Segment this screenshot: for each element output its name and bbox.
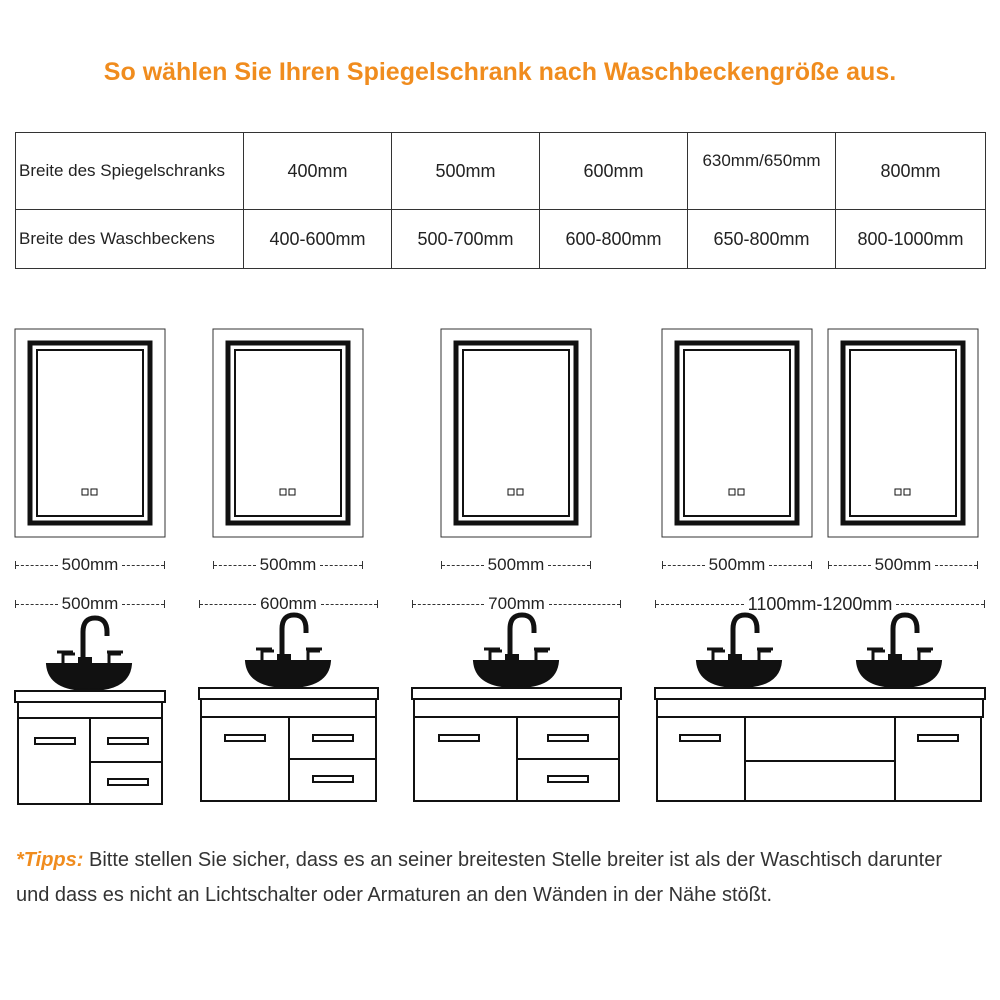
dimension-label: 500mm	[874, 555, 932, 574]
table-cell: 400-600mm	[244, 210, 392, 269]
dimension-line	[656, 604, 744, 605]
dimension-line	[200, 604, 256, 605]
dimension-label: 1100mm-1200mm	[747, 593, 893, 614]
vanity-dimension	[655, 593, 985, 615]
table-cell: 500-700mm	[392, 210, 540, 269]
dimension-label: 500mm	[487, 555, 545, 574]
mirror-dimension	[441, 554, 591, 576]
table-cell: 600-800mm	[540, 210, 688, 269]
dimension-label: 500mm	[708, 555, 766, 574]
table-cell: 800mm	[836, 133, 986, 210]
dimension-line	[122, 604, 164, 605]
dimension-tick	[984, 600, 985, 608]
vanity-dimension	[199, 593, 378, 615]
mirror-dimension	[15, 554, 165, 576]
dimension-tick	[811, 561, 812, 569]
vanity-dimension	[15, 593, 165, 615]
mirror-dimension	[662, 554, 812, 576]
dimension-label: 500mm	[61, 594, 119, 613]
dimension-tick	[620, 600, 621, 608]
dimension-tick	[377, 600, 378, 608]
dimension-line	[549, 604, 620, 605]
table-cell: 600mm	[540, 133, 688, 210]
vanity-dimension	[412, 593, 621, 615]
dimension-line	[829, 565, 871, 566]
mirror-dimension	[213, 554, 363, 576]
dimension-label: 700mm	[488, 594, 545, 613]
tips-text: Bitte stellen Sie sicher, dass es an seiner breitesten Stelle breiter ist als der Waschtisch darunter und dass es nicht an Lichtschalter oder Armaturen an den Wänden in der Nähe stößt.	[16, 849, 942, 906]
dimension-line	[548, 565, 590, 566]
dimension-tick	[164, 561, 165, 569]
dimension-line	[413, 604, 484, 605]
table-cell: 400mm	[244, 133, 392, 210]
dimension-label: 500mm	[259, 555, 317, 574]
dimension-tick	[590, 561, 591, 569]
dimension-line	[935, 565, 977, 566]
tips-label: *Tipps:	[16, 849, 84, 871]
row-label-mirror-width: Breite des Spiegelschranks	[16, 133, 244, 210]
dimension-tick	[362, 561, 363, 569]
dimension-line	[769, 565, 811, 566]
page-title: So wählen Sie Ihren Spiegelschrank nach Waschbeckengröße aus.	[103, 58, 897, 86]
table-cell: 650-800mm	[688, 210, 836, 269]
dimension-tick	[977, 561, 978, 569]
dimension-line	[214, 565, 256, 566]
dimension-tick	[164, 600, 165, 608]
dimension-line	[16, 565, 58, 566]
mirror-dimension	[828, 554, 978, 576]
dimension-line	[896, 604, 984, 605]
row-label-basin-width: Breite des Waschbeckens	[16, 210, 244, 269]
table-cell: 630mm/650mm	[688, 133, 836, 210]
dimension-line	[16, 604, 58, 605]
dimension-label: 600mm	[260, 594, 317, 613]
dimension-line	[442, 565, 484, 566]
dimension-line	[663, 565, 705, 566]
dimension-label: 500mm	[61, 555, 119, 574]
table-cell: 500mm	[392, 133, 540, 210]
table-cell: 800-1000mm	[836, 210, 986, 269]
dimension-line	[320, 565, 362, 566]
dimension-line	[122, 565, 164, 566]
tips-paragraph	[16, 843, 976, 913]
dimension-line	[321, 604, 377, 605]
